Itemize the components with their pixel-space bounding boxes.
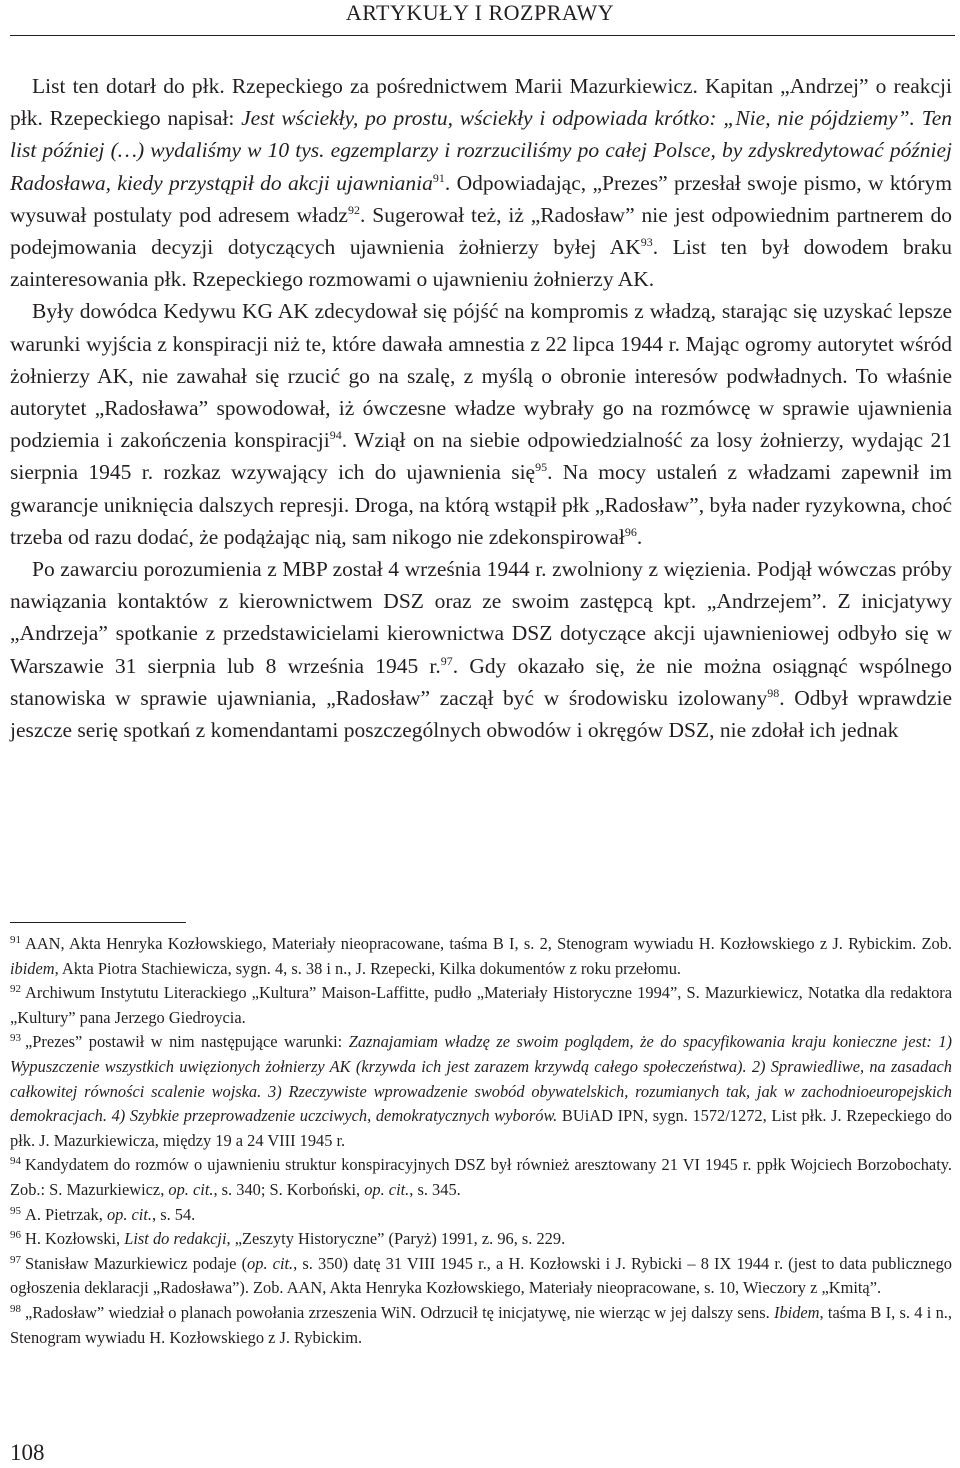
text-span: . Wziął on na siebie odpowiedzialność za losy żołnierzy, wydając 21 sierpnia 1945 r. rozkaz wzywający ich do ujawnienia się (10, 428, 952, 485)
footnote-97 (10, 1252, 952, 1301)
paragraph-3 (10, 553, 952, 746)
footnote-number: 97 (10, 1253, 21, 1266)
footnote-number: 96 (10, 1229, 21, 1242)
footnote-95 (10, 1203, 952, 1228)
italic-span: List do redakcji (124, 1229, 227, 1249)
text-span: „Radosław” wiedział o planach powołania zrzeszenia WiN. Odrzucił tę inicjatywę, nie wierząc w jej dalszy sens. (25, 1302, 774, 1322)
text-span: List ten dotarł do płk. Rzepeckiego za pośrednictwem Marii Mazurkiewicz. Kapitan „Andrzej” o reakcji płk. Rzepeckiego napisał: (10, 74, 952, 131)
header-rule (10, 35, 955, 36)
text-span: , s. 345. (409, 1179, 461, 1199)
text-span: . Na mocy ustaleń z władzami zapewnił im gwarancje uniknięcia dalszych represji. Droga, na którą wstąpił płk „Radosław”, była nader ryzykowna, choć trzeba od razu dodać, że podążając nią, sam nikogo nie zdekonspirował (10, 460, 952, 549)
footnote-ref-98[interactable]: 98 (767, 685, 780, 700)
italic-quote: Jest wściekły, po prostu, wściekły i odpowiada krótko: „Nie, nie pójdziemy”. Ten list później (…) wydaliśmy w 10 tys. egzemplarzy i rozrzuciliśmy po całej Polsce, by zdyskredytować później Radosława, kiedy przystąpił do akcji ujawniania (10, 106, 952, 195)
text-span: Kandydatem do rozmów o ujawnieniu struktur konspiracyjnych DSZ był również aresztowany 21 VI 1945 r. ppłk Wojciech Borzobochaty. Zob.: S. Mazurkiewicz, (10, 1155, 952, 1199)
footnotes (10, 932, 952, 1350)
footnote-number: 92 (10, 983, 21, 996)
text-span: AAN, Akta Henryka Kozłowskiego, Materiały nieopracowane, taśma B I, s. 2, Stenogram wywiadu H. Kozłowskiego z J. Rybickim. Zob. (25, 934, 952, 953)
footnote-96 (10, 1227, 952, 1252)
text-span: , s. 340; S. Korboński, (213, 1179, 365, 1199)
text-span: , „Zeszyty Historyczne” (Paryż) 1991, z. 96, s. 229. (226, 1229, 566, 1249)
italic-span: Zaznajamiam władzę ze swoim poglądem, że do spacyfikowania kraju konieczne jest: 1) Wypuszczenie wszystkich uwięzionych żołnierzy AK (krzywda ich jest zarazem krzywdą całego społeczeństwa). 2) Sprawiedliwe, na zasadach całkowitej równości scalenie wojska. 3) Rzeczywiste wprowadzenie swobód obywatelskich, rozumianych tak, jak w zachodnioeuropejskich demokracjach. 4) Szybkie przeprowadzenie uczciwych, demokratycznych wyborów. (10, 1032, 952, 1126)
italic-span: ibidem (10, 958, 55, 978)
text-span: . List ten był dowodem braku zainteresowania płk. Rzepeckiego rozmowami o ujawnieniu żołnierzy AK. (10, 235, 952, 292)
text-span: , taśma B I, s. 4 i n., Stenogram wywiadu H. Kozłowskiego z J. Rybickim. (10, 1302, 952, 1347)
main-text (10, 70, 952, 746)
footnote-ref-97[interactable]: 97 (440, 653, 453, 668)
footnote-number: 95 (10, 1204, 21, 1217)
footnote-91 (10, 932, 952, 981)
italic-span: op. cit. (168, 1179, 214, 1199)
running-header: ARTYKUŁY I ROZPRAWY (345, 0, 615, 25)
footnote-separator (10, 922, 186, 923)
text-span: , s. 350) datę 31 VIII 1945 r., a H. Kozłowski i J. Rybicki – 8 IX 1944 r. (jest to data publicznego ogłoszenia deklaracji „Radosława”). Zob. AAN, Akta Henryka Kozłowskiego, Materiały nieopracowane, s. 10, Wieczory z „Kmitą”. (10, 1253, 952, 1298)
text-span: Stanisław Mazurkiewicz podaje ( (25, 1253, 248, 1273)
text-span: , s. 54. (152, 1204, 196, 1224)
footnote-number: 93 (10, 1032, 21, 1045)
text-span: H. Kozłowski, (25, 1229, 125, 1249)
text-span: „Prezes” postawił w nim następujące warunki: (25, 1032, 349, 1052)
text-span: . (636, 524, 643, 549)
italic-span: op. cit. (106, 1204, 153, 1224)
footnote-ref-96[interactable]: 96 (624, 524, 637, 539)
footnote-92 (10, 981, 952, 1030)
text-span: Po zawarciu porozumienia z MBP został 4 września 1944 r. zwolniony z więzienia. Podjął wówczas próby nawiązania kontaktów z kierownictwem DSZ oraz ze swoim zastępcą kpt. „Andrzejem”. Z inicjatywy „Andrzeja” spotkanie z przedstawicielami kierownictwa DSZ dotyczące akcji ujawnieniowej odbyło się w Warszawie 31 sierpnia lub 8 września 1945 r. (10, 557, 952, 678)
text-span: , Akta Piotra Stachiewicza, sygn. 4, s. 38 i n., J. Rzepecki, Kilka dokumentów z roku przełomu. (54, 958, 681, 978)
italic-span: op. cit. (364, 1179, 410, 1199)
footnote-number: 91 (10, 934, 21, 946)
text-span: . Gdy okazało się, że nie można osiągnąć wspólnego stanowiska w sprawie ujawniania, „Radosław” zaczął być w środowisku izolowany (10, 653, 952, 710)
footnote-93 (10, 1030, 952, 1153)
text-span: Archiwum Instytutu Literackiego „Kultura” Maison-Laffitte, pudło „Materiały Historyczne 1994”, S. Mazurkiewicz, Notatka dla redaktora „Kultury” pana Jerzego Giedroycia. (10, 983, 952, 1027)
text-span: . Sugerował też, iż „Radosław” nie jest odpowiednim partnerem do podejmowania decyzji dotyczących ujawnienia żołnierzy byłej AK (10, 202, 952, 260)
page-number: 108 (10, 1440, 45, 1465)
paragraph-1 (10, 70, 952, 295)
footnote-94 (10, 1153, 952, 1202)
text-span: BUiAD IPN, sygn. 1572/1272, List płk. J. Rzepeckiego do płk. J. Mazurkiewicza, między 19 a 24 VIII 1945 r. (10, 1106, 952, 1150)
text-span: . Odpowiadając, „Prezes” przesłał swoje pismo, w którym wysuwał postulaty pod adresem władz (10, 170, 952, 227)
footnote-ref-91[interactable]: 91 (432, 170, 445, 185)
paragraph-2 (10, 295, 952, 553)
footnote-ref-94[interactable]: 94 (329, 428, 342, 443)
footnote-number: 94 (10, 1155, 21, 1168)
footnote-ref-95[interactable]: 95 (535, 460, 548, 475)
footnote-ref-93[interactable]: 93 (640, 235, 653, 250)
italic-span: op. cit. (247, 1253, 294, 1273)
italic-span: Ibidem (774, 1302, 820, 1322)
text-span: . Odbył wprawdzie jeszcze serię spotkań z komendantami poszczególnych obwodów i okręgów DSZ, nie zdołał ich jednak (10, 685, 952, 743)
footnote-ref-92[interactable]: 92 (347, 202, 360, 217)
footnote-98 (10, 1301, 952, 1350)
footnote-number: 98 (10, 1302, 21, 1315)
text-span: Były dowódca Kedywu KG AK zdecydował się pójść na kompromis z władzą, starając się uzyskać lepsze warunki wyjścia z konspiracji niż te, które dawała amnestia z 22 lipca 1944 r. Mając ogromy autorytet wśród żołnierzy AK, nie zawahał się rzucić go na szalę, z myślą o obronie interesów podwładnych. To właśnie autorytet „Radosława” spowodował, iż ówczesne władze wybrały go na rozmówcę w sprawie ujawnienia podziemia i zakończenia konspiracji (10, 299, 952, 453)
text-span: A. Pietrzak, (25, 1204, 107, 1224)
